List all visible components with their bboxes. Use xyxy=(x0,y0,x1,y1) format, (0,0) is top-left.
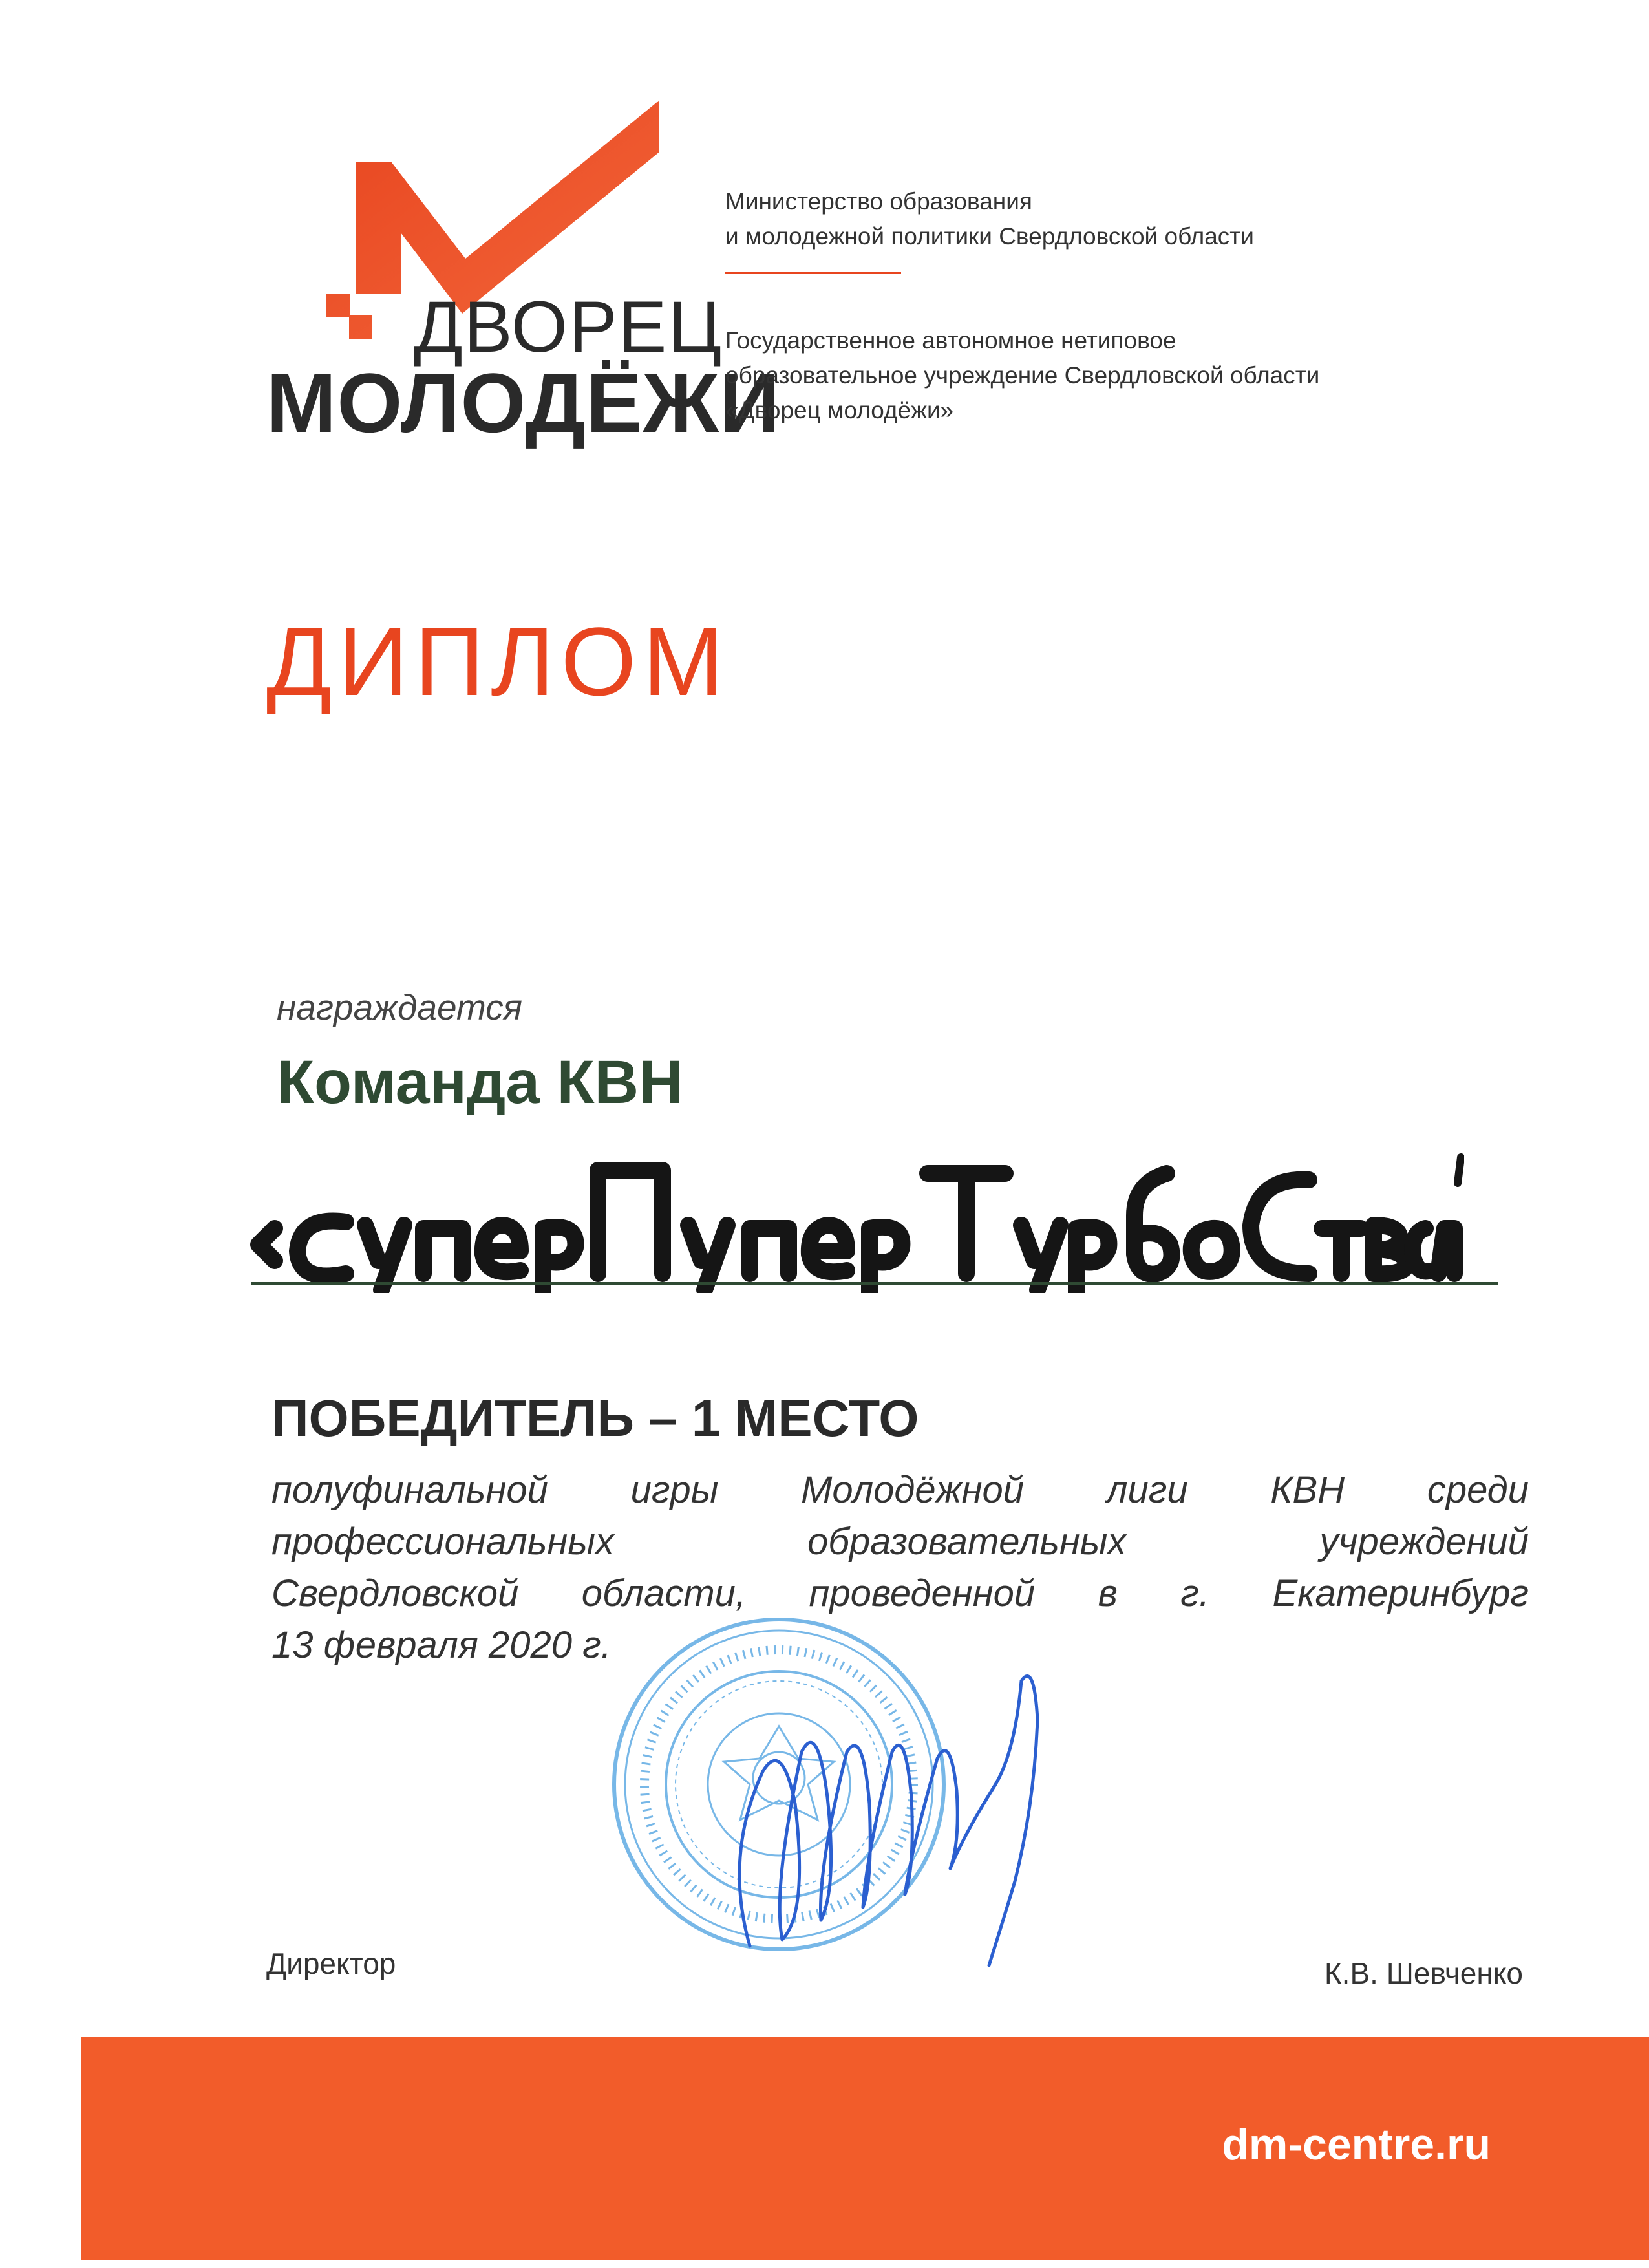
header-divider xyxy=(725,272,901,274)
team-label: Команда КВН xyxy=(277,1048,683,1117)
awarded-label: награждается xyxy=(277,987,523,1027)
ministry-line: Министерство образования xyxy=(725,188,1032,215)
logo-text-dvorets: ДВОРЕЦ xyxy=(414,286,723,367)
institution-line: Государственное автономное нетиповое xyxy=(725,327,1176,354)
website-link[interactable]: dm-centre.ru xyxy=(1222,2120,1491,2169)
description-line: Свердловской области, проведенной в г. Екатеринбург xyxy=(271,1572,1529,1614)
team-name-underline xyxy=(251,1282,1498,1285)
ministry-line: и молодежной политики Свердловской области xyxy=(725,223,1254,250)
footer-bar xyxy=(81,2037,1649,2260)
institution-line: образовательное учреждение Свердловской области xyxy=(725,362,1320,389)
description-line: полуфинальной игры Молодёжной лиги КВН среди xyxy=(271,1469,1529,1511)
description-line: профессиональных образовательных учреждений xyxy=(271,1521,1529,1563)
team-name-handwriting xyxy=(249,1138,1464,1293)
logo-text-molodezhi: МОЛОДЁЖИ xyxy=(266,356,781,450)
institution-line: «Дворец молодёжи» xyxy=(725,397,954,423)
institution-name xyxy=(725,323,1319,428)
director-signature xyxy=(711,1642,1073,1991)
director-name: К.В. Шевченко xyxy=(1324,1956,1523,1990)
diploma-title: ДИПЛОМ xyxy=(266,607,730,716)
winner-heading: ПОБЕДИТЕЛЬ – 1 МЕСТО xyxy=(271,1389,919,1447)
director-label: Директор xyxy=(266,1947,396,1980)
ministry-name xyxy=(725,184,1254,254)
description-line: 13 февраля 2020 г. xyxy=(271,1624,612,1666)
